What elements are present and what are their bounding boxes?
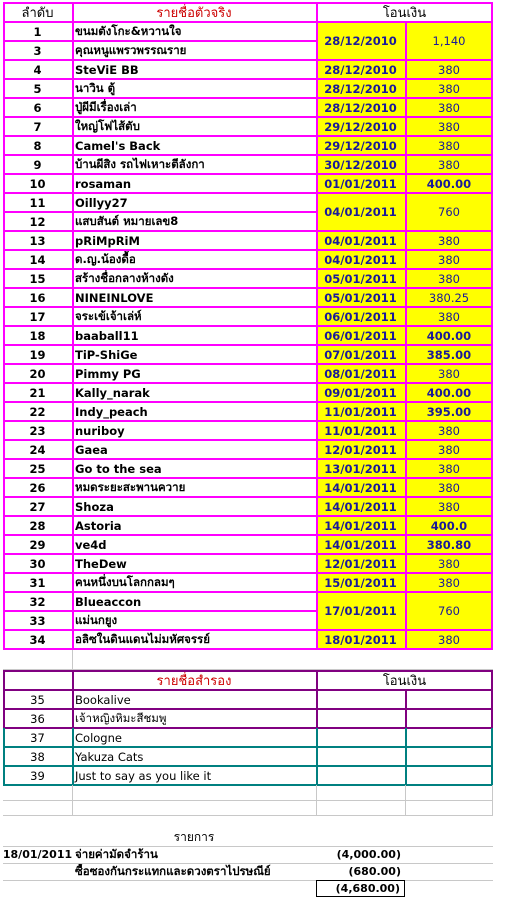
grid-empty-row bbox=[3, 800, 493, 801]
row-no: 27 bbox=[29, 499, 46, 514]
expense-label: จ่ายค่ามัดจำร้าน bbox=[75, 846, 158, 861]
row-name: ขนมตังโกะ&หวานใจ bbox=[75, 23, 182, 38]
row-no: 3 bbox=[33, 43, 42, 58]
row-date: 11/01/2011 bbox=[316, 421, 405, 440]
row-amount: 380 bbox=[405, 440, 493, 459]
grid-row bbox=[3, 344, 493, 346]
reserve-no: 39 bbox=[30, 768, 45, 783]
row-date: 28/12/2010 bbox=[316, 60, 405, 79]
grid-top bbox=[3, 2, 493, 4]
grid-row bbox=[3, 420, 493, 422]
row-no: 31 bbox=[29, 575, 46, 590]
row-name: คุณหนูแพรวพรรณราย bbox=[75, 42, 187, 57]
grid-row bbox=[3, 553, 493, 555]
grid-bottom bbox=[3, 648, 493, 650]
grid-row bbox=[3, 59, 493, 61]
reserve-grid-bottom bbox=[3, 784, 493, 786]
row-date: 04/01/2011 bbox=[316, 193, 405, 231]
header-name: รายชื่อตัวจริง bbox=[156, 5, 232, 21]
row-amount: 400.00 bbox=[405, 174, 493, 193]
row-name: ve4d bbox=[75, 537, 107, 552]
row-date: 29/12/2010 bbox=[316, 136, 405, 155]
row-date: 06/01/2011 bbox=[316, 326, 405, 345]
reserve-grid-col bbox=[491, 670, 493, 728]
expenses-date: 18/01/2011 bbox=[2, 848, 73, 861]
row-name: Gaea bbox=[75, 442, 108, 457]
row-no: 21 bbox=[29, 385, 46, 400]
row-amount: 1,140 bbox=[405, 22, 493, 60]
row-name: Blueaccon bbox=[75, 594, 142, 609]
grid-row bbox=[3, 249, 493, 251]
row-name: Indy_peach bbox=[75, 404, 148, 419]
row-name: ใหญ่โฟไส้ตับ bbox=[75, 118, 140, 133]
row-date: 05/01/2011 bbox=[316, 288, 405, 307]
grid-row bbox=[3, 306, 493, 308]
row-amount: 380 bbox=[405, 79, 493, 98]
reserve-grid bbox=[3, 727, 493, 729]
row-date: 17/01/2011 bbox=[316, 592, 405, 630]
grid-row bbox=[3, 78, 493, 80]
row-name: nuriboy bbox=[75, 423, 125, 438]
grid-col bbox=[3, 2, 5, 649]
grid-row bbox=[3, 591, 493, 593]
row-no: 30 bbox=[29, 556, 46, 571]
grid-gap bbox=[72, 650, 73, 669]
expenses-total: (4,680.00) bbox=[316, 880, 405, 897]
grid-row bbox=[3, 287, 493, 289]
row-date: 08/01/2011 bbox=[316, 364, 405, 383]
row-name: หมดระยะสะพานควาย bbox=[75, 479, 186, 494]
grid-row bbox=[3, 192, 493, 194]
row-name: อลิซในดินแดนไม่มหัศจรรย์ bbox=[75, 631, 210, 646]
row-name: Oillyy27 bbox=[75, 195, 128, 210]
grid-row bbox=[3, 211, 316, 213]
row-name: rosaman bbox=[75, 176, 132, 191]
row-amount: 380 bbox=[405, 250, 493, 269]
row-name: ด.ญ.น้องดื้อ bbox=[75, 251, 136, 266]
reserve-grid bbox=[3, 689, 493, 691]
row-amount: 380.25 bbox=[405, 288, 493, 307]
row-date: 01/01/2011 bbox=[316, 174, 405, 193]
reserve-grid bbox=[3, 708, 493, 710]
row-amount: 380 bbox=[405, 554, 493, 573]
grid-row bbox=[3, 268, 493, 270]
row-name: Camel's Back bbox=[75, 138, 161, 153]
row-amount: 380 bbox=[405, 573, 493, 592]
row-no: 14 bbox=[29, 252, 46, 267]
row-no: 22 bbox=[29, 404, 46, 419]
reserve-name: Just to say as you like it bbox=[75, 768, 212, 783]
reserve-amount bbox=[405, 709, 493, 728]
row-no: 8 bbox=[33, 138, 42, 153]
reserve-grid-col bbox=[316, 670, 318, 728]
reserve-date bbox=[316, 690, 405, 709]
reserve-header-no bbox=[3, 670, 72, 690]
reserve-grid-col bbox=[3, 728, 5, 785]
grid-row bbox=[3, 439, 493, 441]
row-amount: 385.00 bbox=[405, 345, 493, 364]
reserve-date bbox=[316, 709, 405, 728]
row-date: 14/01/2011 bbox=[316, 478, 405, 497]
expenses-title: รายการ bbox=[173, 830, 215, 844]
row-amount: 380 bbox=[405, 364, 493, 383]
grid-row bbox=[3, 325, 493, 327]
row-name: Pimmy PG bbox=[75, 366, 141, 381]
row-no: 7 bbox=[33, 119, 42, 134]
row-date: 18/01/2011 bbox=[316, 630, 405, 649]
reserve-no: 37 bbox=[30, 730, 45, 745]
grid-header-bottom bbox=[3, 21, 493, 23]
reserve-name: Yakuza Cats bbox=[75, 749, 144, 764]
reserve-grid-col bbox=[3, 670, 5, 728]
row-date: 15/01/2011 bbox=[316, 573, 405, 592]
grid-row bbox=[3, 629, 493, 631]
row-amount: 380 bbox=[405, 231, 493, 250]
grid-row bbox=[3, 382, 493, 384]
reserve-amount bbox=[405, 728, 493, 747]
reserve-no: 35 bbox=[30, 692, 45, 707]
row-amount: 760 bbox=[405, 592, 493, 630]
row-amount: 380 bbox=[405, 136, 493, 155]
reserve-grid-top bbox=[3, 670, 493, 672]
header-money: โอนเงิน bbox=[382, 5, 427, 21]
grid-row bbox=[3, 610, 316, 612]
row-no: 9 bbox=[33, 157, 42, 172]
reserve-grid-col bbox=[72, 670, 74, 728]
row-no: 11 bbox=[29, 195, 46, 210]
reserve-amount bbox=[405, 747, 493, 766]
grid-row bbox=[3, 230, 493, 232]
header-no: ลำดับ bbox=[21, 5, 54, 21]
row-date: 14/01/2011 bbox=[316, 516, 405, 535]
grid-row bbox=[3, 477, 493, 479]
row-name: สร้างชื่อกลางห้างดัง bbox=[75, 270, 174, 285]
row-date: 09/01/2011 bbox=[316, 383, 405, 402]
reserve-grid-col bbox=[491, 728, 493, 785]
row-amount: 380.80 bbox=[405, 535, 493, 554]
row-name: SteViE BB bbox=[75, 62, 139, 77]
row-name: TiP-ShiGe bbox=[75, 347, 138, 362]
row-amount: 380 bbox=[405, 630, 493, 649]
row-date: 29/12/2010 bbox=[316, 117, 405, 136]
reserve-amount bbox=[405, 690, 493, 709]
row-date: 06/01/2011 bbox=[316, 307, 405, 326]
grid-row bbox=[3, 534, 493, 536]
row-name: baaball11 bbox=[75, 328, 139, 343]
grid-row bbox=[3, 515, 493, 517]
row-date: 30/12/2010 bbox=[316, 155, 405, 174]
reserve-name: เจ้าหญิงหิมะสีชมพู bbox=[75, 710, 167, 725]
row-no: 5 bbox=[33, 81, 42, 96]
row-date: 04/01/2011 bbox=[316, 250, 405, 269]
row-amount: 395.00 bbox=[405, 402, 493, 421]
row-date: 14/01/2011 bbox=[316, 535, 405, 554]
row-no: 28 bbox=[29, 518, 46, 533]
grid-row bbox=[3, 135, 493, 137]
row-name: Shoza bbox=[75, 499, 114, 514]
row-no: 24 bbox=[29, 442, 46, 457]
row-no: 25 bbox=[29, 461, 46, 476]
reserve-grid bbox=[3, 765, 493, 767]
row-name: จระเข้เจ้าเล่ห์ bbox=[75, 308, 142, 323]
grid-exp bbox=[3, 863, 493, 864]
reserve-date bbox=[316, 747, 405, 766]
row-no: 34 bbox=[29, 632, 46, 647]
reserve-grid-col bbox=[405, 728, 407, 785]
row-amount: 380 bbox=[405, 98, 493, 117]
grid-col bbox=[491, 2, 493, 649]
row-name: pRiMpRiM bbox=[75, 233, 140, 248]
row-amount: 400.00 bbox=[405, 383, 493, 402]
grid-row bbox=[3, 173, 493, 175]
row-name: คนหนึ่งบนโลกกลมๆ bbox=[75, 574, 175, 589]
row-amount: 380 bbox=[405, 307, 493, 326]
reserve-grid-col bbox=[72, 728, 74, 785]
row-date: 12/01/2011 bbox=[316, 440, 405, 459]
row-amount: 380 bbox=[405, 60, 493, 79]
row-no: 13 bbox=[29, 233, 46, 248]
row-amount: 380 bbox=[405, 421, 493, 440]
grid-empty-col bbox=[72, 785, 73, 815]
row-date: 12/01/2011 bbox=[316, 554, 405, 573]
reserve-date bbox=[316, 728, 405, 747]
row-amount: 760 bbox=[405, 193, 493, 231]
row-date: 07/01/2011 bbox=[316, 345, 405, 364]
reserve-header-name: รายชื่อสำรอง bbox=[156, 673, 232, 689]
grid-exp bbox=[3, 846, 493, 847]
grid-row bbox=[3, 40, 316, 42]
reserve-amount bbox=[405, 766, 493, 785]
row-name: Astoria bbox=[75, 518, 122, 533]
grid-col bbox=[316, 2, 318, 649]
grid-col bbox=[72, 2, 74, 649]
row-amount: 380 bbox=[405, 459, 493, 478]
row-no: 4 bbox=[33, 62, 42, 77]
row-date: 11/01/2011 bbox=[316, 402, 405, 421]
row-no: 12 bbox=[29, 214, 46, 229]
expense-amount: (4,000.00) bbox=[336, 848, 401, 861]
row-amount: 400.0 bbox=[405, 516, 493, 535]
row-amount: 380 bbox=[405, 269, 493, 288]
grid-row bbox=[3, 154, 493, 156]
grid-row bbox=[3, 97, 493, 99]
grid-row bbox=[3, 363, 493, 365]
grid-row bbox=[3, 496, 493, 498]
row-no: 16 bbox=[29, 290, 46, 305]
row-amount: 380 bbox=[405, 155, 493, 174]
grid-row bbox=[3, 116, 493, 118]
row-name: นาวิน ตู้ bbox=[75, 80, 116, 95]
row-date: 28/12/2010 bbox=[316, 98, 405, 117]
row-no: 19 bbox=[29, 347, 46, 362]
grid-row bbox=[3, 401, 493, 403]
reserve-no: 38 bbox=[30, 749, 45, 764]
row-name: Kally_narak bbox=[75, 385, 150, 400]
row-no: 18 bbox=[29, 328, 46, 343]
grid-col bbox=[405, 22, 407, 649]
row-no: 33 bbox=[29, 613, 46, 628]
reserve-grid-col bbox=[405, 690, 407, 728]
row-amount: 380 bbox=[405, 478, 493, 497]
row-date: 28/12/2010 bbox=[316, 22, 405, 60]
reserve-header-money: โอนเงิน bbox=[382, 673, 427, 689]
row-date: 05/01/2011 bbox=[316, 269, 405, 288]
reserve-name: Cologne bbox=[75, 730, 122, 745]
row-no: 17 bbox=[29, 309, 46, 324]
row-date: 28/12/2010 bbox=[316, 79, 405, 98]
row-no: 15 bbox=[29, 271, 46, 286]
grid-row bbox=[3, 458, 493, 460]
row-no: 1 bbox=[33, 24, 42, 39]
row-no: 26 bbox=[29, 480, 46, 495]
grid-exp bbox=[3, 880, 493, 881]
row-date: 04/01/2011 bbox=[316, 231, 405, 250]
row-amount: 380 bbox=[405, 497, 493, 516]
row-no: 32 bbox=[29, 594, 46, 609]
row-date: 14/01/2011 bbox=[316, 497, 405, 516]
grid-empty-row bbox=[3, 815, 493, 816]
row-amount: 400.00 bbox=[405, 326, 493, 345]
grid-empty-col bbox=[492, 785, 493, 815]
row-name: ปู่ผีมีเรื่องเล่า bbox=[75, 99, 137, 114]
row-name: แสบสันต์ หมายเลข8 bbox=[75, 213, 179, 228]
row-no: 23 bbox=[29, 423, 46, 438]
row-no: 29 bbox=[29, 537, 46, 552]
reserve-name: Bookalive bbox=[75, 692, 131, 707]
row-name: NINEINLOVE bbox=[75, 290, 154, 305]
expense-label: ซื้อซองกันกระแทกและดวงตราไปรษณีย์ bbox=[75, 863, 271, 878]
grid-row bbox=[3, 572, 493, 574]
reserve-grid bbox=[3, 746, 493, 748]
row-amount: 380 bbox=[405, 117, 493, 136]
row-no: 20 bbox=[29, 366, 46, 381]
grid-empty-col bbox=[405, 785, 406, 815]
row-name: Go to the sea bbox=[75, 461, 162, 476]
row-name: บ้านผีสิง รถไฟเหาะตีลังกา bbox=[75, 156, 205, 171]
row-date: 13/01/2011 bbox=[316, 459, 405, 478]
row-no: 6 bbox=[33, 100, 42, 115]
reserve-date bbox=[316, 766, 405, 785]
reserve-no: 36 bbox=[30, 711, 45, 726]
grid-empty-col bbox=[316, 785, 317, 815]
row-no: 10 bbox=[29, 176, 46, 191]
reserve-grid-col bbox=[316, 728, 318, 785]
expense-amount: (680.00) bbox=[348, 865, 401, 878]
row-name: TheDew bbox=[75, 556, 127, 571]
row-name: แม่นกยูง bbox=[75, 612, 118, 627]
